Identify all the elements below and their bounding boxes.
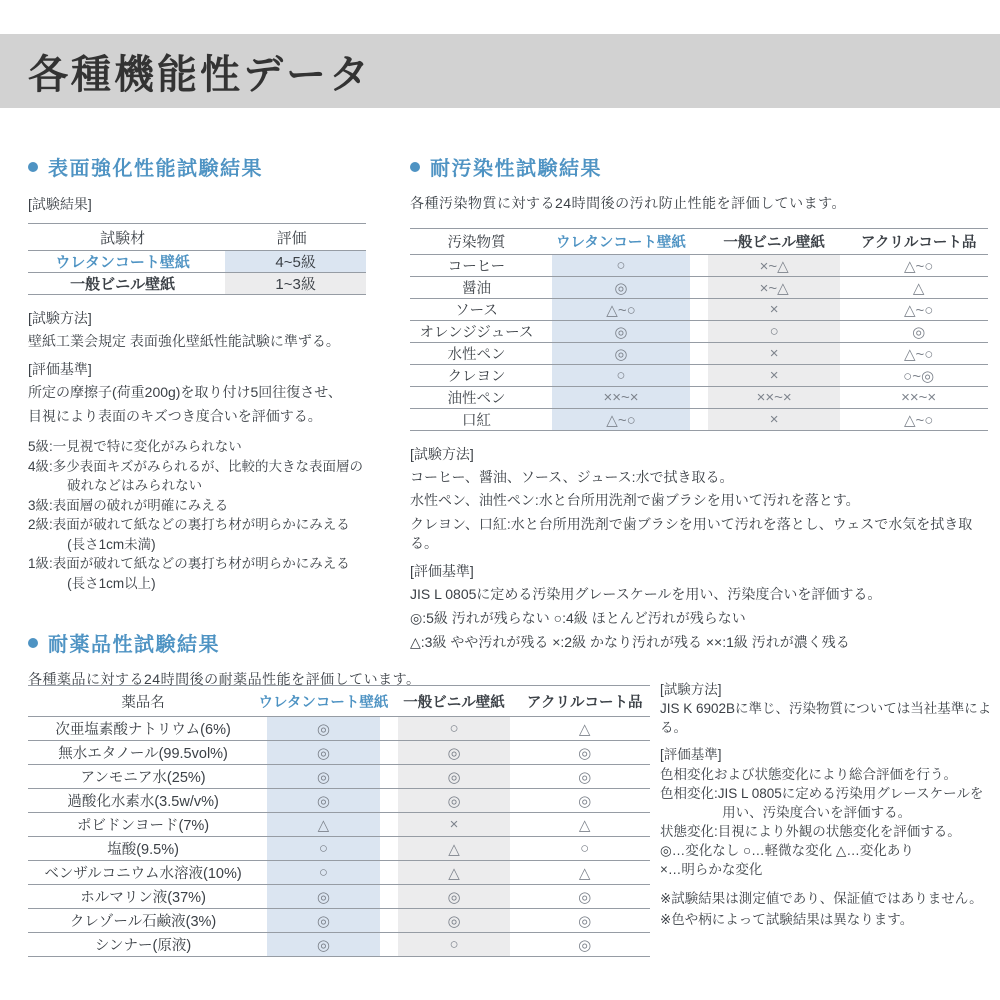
- chemical-criteria-line: 状態変化:目視により外観の状態変化を評価する。: [660, 824, 961, 840]
- row-label-cell: クレゾール石鹸液(3%): [69, 914, 217, 930]
- chemical-method-label: [試験方法]: [660, 682, 722, 697]
- rating-cell: ○~◎: [903, 367, 935, 385]
- row-label-cell: 水性ペン: [447, 347, 506, 363]
- rating-cell: ◎: [258, 741, 389, 765]
- table-row: [410, 409, 988, 431]
- surface-criteria-line: 目視により表面のキズつき度合いを評価する。: [28, 407, 322, 424]
- table-row: [28, 741, 650, 765]
- table-body: [410, 255, 988, 431]
- row-label-cell: 口紅: [461, 413, 491, 429]
- table-head: [410, 229, 988, 255]
- rating-cell: ◎: [578, 912, 592, 930]
- rating-cell: ×~△: [699, 277, 849, 299]
- grade-definition: 5級:一見視で特に変化がみられない: [28, 438, 242, 454]
- stain-rating-legend: ◎:5級 汚れが残らない ○:4級 ほとんど汚れが残らない: [410, 609, 746, 626]
- chemical-section-heading: [28, 628, 648, 657]
- chemical-test-table-wrap: [28, 685, 650, 957]
- rating-cell: ×~△: [699, 255, 849, 277]
- table-header-row: [410, 229, 988, 255]
- table-row: [410, 299, 988, 321]
- row-label-cell: アンモニア水(25%): [80, 770, 206, 786]
- rating-cell: ◎: [543, 343, 699, 365]
- stain-section-heading: [410, 152, 988, 181]
- rating-cell: ××~×: [901, 389, 937, 406]
- chemical-method-text: JIS K 6902Bに準じ、汚染物質については当社基準による。: [660, 701, 992, 736]
- row-label-cell: コーヒー: [447, 259, 506, 275]
- rating-cell: ○: [389, 933, 520, 957]
- row-label-cell: ベンザルコニウム水溶液(10%): [44, 866, 242, 882]
- row-label-cell: 過酸化水素水(3.5w/v%): [67, 794, 219, 810]
- rating-cell: ◎: [389, 765, 520, 789]
- surface-method-text: 壁紙工業会規定 表面強化壁紙性能試験に準ずる。: [28, 333, 340, 349]
- column-header: 汚染物質: [447, 235, 506, 251]
- disclaimer-text: ※試験結果は測定値であり、保証値ではありません。: [660, 890, 983, 906]
- stain-criteria-line: JIS L 0805に定める汚染用グレースケールを用い、汚染度合いを評価する。: [410, 586, 882, 603]
- table-head: [28, 686, 650, 717]
- rating-cell: ◎: [258, 765, 389, 789]
- rating-cell: ○: [543, 365, 699, 387]
- table-row: [28, 837, 650, 861]
- row-label-cell: 一般ビニル壁紙: [70, 276, 176, 293]
- table-row: [28, 717, 650, 741]
- stain-test-table: [410, 228, 988, 431]
- surface-section-title: 表面強化性能試験結果: [48, 158, 263, 180]
- rating-cell: △: [389, 861, 520, 885]
- row-label-cell: ウレタンコート壁紙: [55, 254, 190, 271]
- section-stain-resistance: [410, 152, 988, 653]
- rating-cell: △: [389, 837, 520, 861]
- table-head: [28, 224, 366, 251]
- rating-cell: ◎: [389, 909, 520, 933]
- rating-cell: ◎: [578, 936, 592, 954]
- rating-cell: ×: [699, 409, 849, 431]
- rating-cell: ◎: [258, 909, 389, 933]
- row-label-cell: 無水エタノール(99.5vol%): [58, 746, 228, 762]
- chemical-section-notes: [660, 680, 995, 929]
- rating-cell: 4~5級: [217, 251, 366, 273]
- rating-cell: ◎: [389, 885, 520, 909]
- table-row: [410, 277, 988, 299]
- page-title: 各種機能性データ: [28, 52, 372, 97]
- rating-cell: ◎: [389, 789, 520, 813]
- rating-cell: ×: [389, 813, 520, 837]
- surface-result-label: [試験結果]: [28, 196, 92, 212]
- rating-cell: △: [578, 816, 591, 834]
- rating-cell: △~○: [903, 411, 934, 429]
- grade-definition-list: [28, 437, 366, 594]
- surface-criteria-label: [評価基準]: [28, 361, 92, 378]
- rating-cell: ××~×: [543, 387, 699, 409]
- column-header: 試験材: [100, 229, 146, 247]
- table-row: [28, 765, 650, 789]
- table-row: [28, 813, 650, 837]
- rating-cell: △: [258, 813, 389, 837]
- rating-cell: △~○: [903, 345, 934, 363]
- page-header-banner: [0, 34, 1000, 108]
- rating-cell: 1~3級: [217, 273, 366, 295]
- rating-cell: △: [578, 864, 591, 882]
- table-row: [28, 909, 650, 933]
- chemical-section-title: 耐薬品性試験結果: [48, 634, 220, 656]
- stain-criteria-label: [評価基準]: [410, 563, 474, 580]
- table-body: [28, 251, 366, 295]
- column-header: ウレタンコート壁紙: [556, 235, 686, 251]
- surface-method-label: [試験方法]: [28, 310, 92, 326]
- rating-cell: ◎: [543, 321, 699, 343]
- chemical-criteria-line: 色相変化および状態変化により総合評価を行う。: [660, 766, 957, 782]
- rating-cell: ○: [389, 717, 520, 741]
- stain-section-description: 各種汚染物質に対する24時間後の汚れ防止性能を評価しています。: [410, 195, 846, 211]
- row-label-cell: 油性ペン: [447, 391, 506, 407]
- rating-cell: ×: [699, 299, 849, 321]
- disclaimer-text: ※色や柄によって試験結果は異なります。: [660, 911, 914, 927]
- circle-bullet-icon: [28, 638, 38, 648]
- table-row: [28, 251, 366, 273]
- section-chemical-resistance: [28, 628, 648, 689]
- row-label-cell: オレンジジュース: [419, 325, 534, 341]
- rating-cell: ◎: [578, 888, 592, 906]
- disclaimers: [660, 889, 995, 929]
- row-label-cell: クレヨン: [447, 369, 506, 385]
- rating-cell: ◎: [258, 885, 389, 909]
- table-row: [410, 343, 988, 365]
- column-header: 評価: [276, 229, 307, 247]
- rating-cell: ◎: [258, 789, 389, 813]
- rating-cell: ○: [258, 861, 389, 885]
- table-row: [410, 387, 988, 409]
- stain-method-line: コーヒー、醤油、ソース、ジュース:水で拭き取る。: [410, 469, 734, 485]
- grade-definition: 3級:表面層の破れが明確にみえる: [28, 497, 229, 513]
- chemical-rating-legend: ◎…変化なし ○…軽微な変化 △…変化あり: [660, 843, 914, 859]
- rating-cell: ◎: [258, 933, 389, 957]
- rating-cell: ◎: [389, 741, 520, 765]
- rating-cell: ◎: [578, 792, 592, 810]
- rating-cell: ○: [543, 255, 699, 277]
- row-label-cell: ソース: [455, 303, 498, 319]
- column-header: ウレタンコート壁紙: [258, 694, 389, 711]
- rating-cell: △~○: [543, 299, 699, 321]
- row-label-cell: ホルマリン液(37%): [80, 890, 206, 906]
- table-row: [28, 789, 650, 813]
- row-label-cell: 醤油: [461, 281, 491, 297]
- rating-cell: △~○: [903, 301, 934, 319]
- table-row: [28, 933, 650, 957]
- rating-cell: △: [578, 720, 591, 738]
- column-header: 薬品名: [121, 694, 165, 711]
- rating-cell: △~○: [903, 257, 934, 275]
- surface-section-heading: [28, 152, 366, 181]
- rating-cell: △: [912, 279, 925, 297]
- row-label-cell: シンナー(原液): [94, 938, 192, 954]
- table-body: [28, 717, 650, 957]
- table-row: [28, 273, 366, 295]
- table-row: [410, 365, 988, 387]
- rating-cell: ○: [580, 840, 590, 857]
- surface-test-table: [28, 223, 366, 295]
- rating-cell: ◎: [258, 717, 389, 741]
- column-header: アクリルコート品: [860, 235, 977, 251]
- rating-cell: ◎: [912, 323, 926, 341]
- grade-definition: 2級:表面が破れて紙などの裏打ち材が明らかにみえる(長さ1cm未満): [28, 517, 350, 552]
- row-label-cell: 塩酸(9.5%): [107, 842, 179, 858]
- chemical-section-description: 各種薬品に対する24時間後の耐薬品性能を評価しています。: [28, 671, 421, 687]
- stain-method-line: クレヨン、口紅:水と台所用洗剤で歯ブラシを用いて汚れを落とし、ウェスで水気を拭き取る。: [410, 515, 973, 551]
- table-row: [410, 321, 988, 343]
- rating-cell: ×: [699, 343, 849, 365]
- grade-definition: 4級:多少表面キズがみられるが、比較的大きな表面層の破れなどはみられない: [28, 458, 363, 494]
- circle-bullet-icon: [410, 162, 420, 172]
- rating-cell: ○: [258, 837, 389, 861]
- rating-cell: ×: [699, 365, 849, 387]
- rating-cell: ◎: [578, 744, 592, 762]
- table-row: [410, 255, 988, 277]
- stain-method-line: 水性ペン、油性ペン:水と台所用洗剤で歯ブラシを用いて汚れを落とす。: [410, 492, 860, 509]
- rating-cell: ◎: [543, 277, 699, 299]
- column-header: 一般ビニル壁紙: [403, 694, 505, 711]
- stain-rating-legend: △:3級 やや汚れが残る ×:2級 かなり汚れが残る ××:1級 汚れが濃く残る: [410, 633, 850, 650]
- column-header: アクリルコート品: [526, 694, 643, 711]
- column-header: 一般ビニル壁紙: [723, 235, 825, 251]
- grade-definition: 1級:表面が破れて紙などの裏打ち材が明らかにみえる(長さ1cm以上): [28, 556, 350, 591]
- table-row: [28, 885, 650, 909]
- table-header-row: [28, 686, 650, 717]
- rating-cell: ××~×: [699, 387, 849, 409]
- row-label-cell: ポビドンヨード(7%): [77, 818, 210, 834]
- chemical-criteria-line: 色相変化:JIS L 0805に定める汚染用グレースケールを用い、汚染度合いを評価する。: [660, 785, 984, 820]
- circle-bullet-icon: [28, 162, 38, 172]
- rating-cell: ○: [699, 321, 849, 343]
- rating-cell: ◎: [578, 768, 592, 786]
- table-header-row: [28, 224, 366, 251]
- surface-criteria-line: 所定の摩擦子(荷重200g)を取り付け5回往復させ、: [28, 384, 342, 401]
- table-row: [28, 861, 650, 885]
- chemical-criteria-label: [評価基準]: [660, 747, 722, 763]
- section-surface-strength: [28, 152, 366, 593]
- row-label-cell: 次亜塩素酸ナトリウム(6%): [55, 722, 231, 738]
- chemical-rating-legend: ×…明らかな変化: [660, 862, 763, 878]
- rating-cell: △~○: [543, 409, 699, 431]
- stain-method-label: [試験方法]: [410, 446, 474, 462]
- chemical-test-table: [28, 685, 650, 957]
- stain-section-title: 耐汚染性試験結果: [430, 158, 602, 180]
